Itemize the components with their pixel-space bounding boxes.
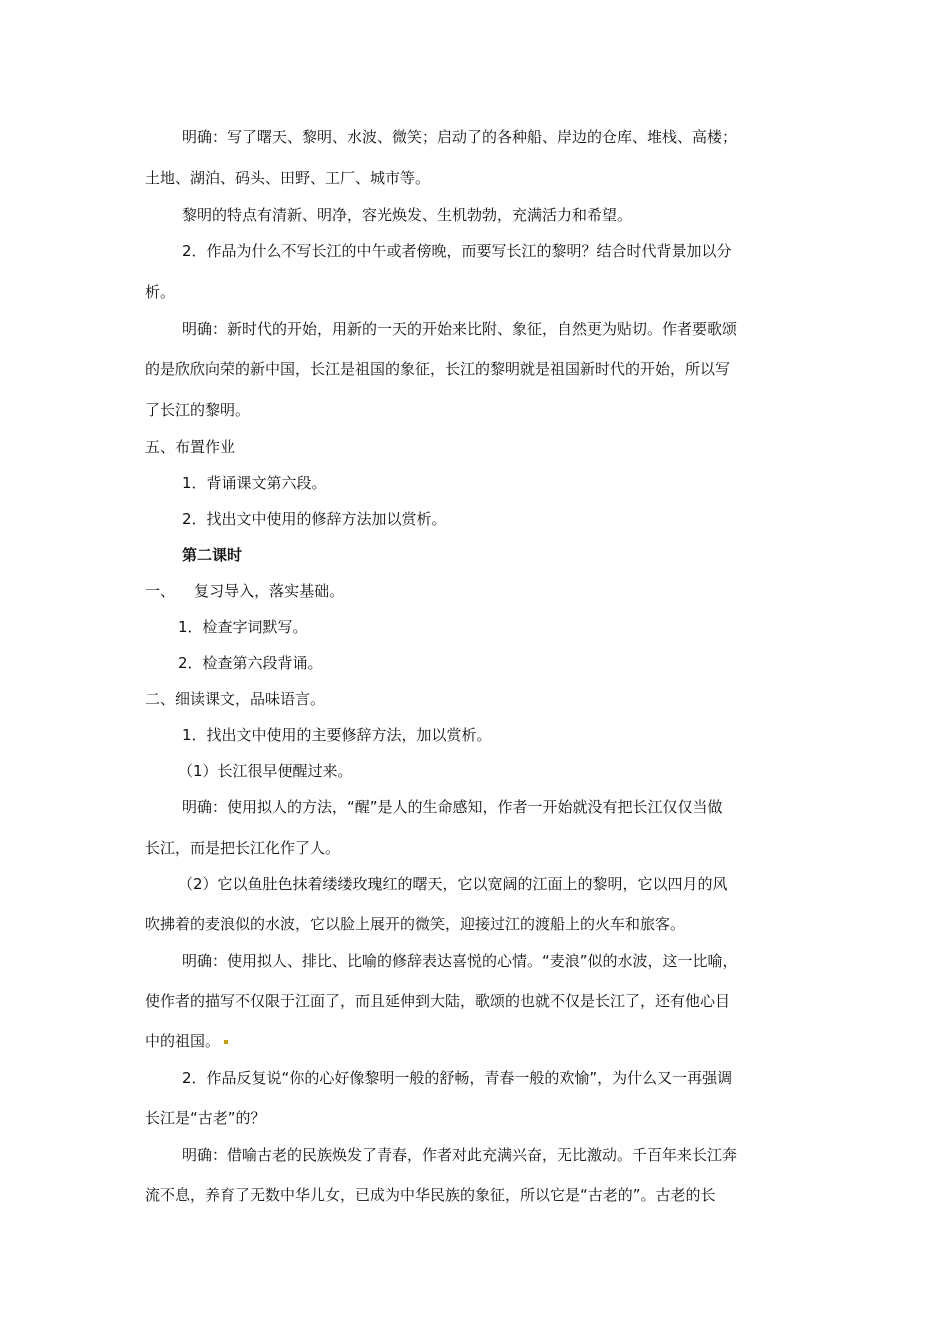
paragraph-line: 土地、湖泊、码头、田野、工厂、城市等。 (145, 169, 431, 187)
list-item: 2．找出文中使用的修辞方法加以赏析。 (182, 510, 447, 528)
lesson-title: 第二课时 (182, 546, 243, 564)
paragraph-line (145, 1031, 815, 1051)
section-heading: 二、细读课文，品味语言。 (145, 690, 326, 708)
paragraph-line: 吹拂着的麦浪似的水波，它以脸上展开的微笑，迎接过江的渡船上的火车和旅客。 (145, 915, 686, 933)
paragraph-line: （2）它以鱼肚色抹着缕缕玫瑰红的曙天，它以宽阔的江面上的黎明，它以四月的风 (178, 875, 728, 893)
paragraph-line: 长江，而是把长江化作了人。 (145, 839, 341, 857)
list-item: 1．检查字词默写。 (178, 618, 308, 636)
paragraph-line: 明确：借喻古老的民族焕发了青春，作者对此充满兴奋，无比激动。千百年来长江奔 (182, 1146, 738, 1164)
paragraph-line: 明确：新时代的开始，用新的一天的开始来比附、象征，自然更为贴切。作者要歌颂 (182, 320, 738, 338)
paragraph-line: 明确：使用拟人的方法，“醒”是人的生命感知，作者一开始就没有把长江仅仅当做 (182, 798, 723, 816)
list-item: 1．找出文中使用的主要修辞方法，加以赏析。 (182, 726, 492, 744)
paragraph-line: 明确：使用拟人、排比、比喻的修辞表达喜悦的心情。“麦浪”似的水波，这一比喻， (182, 952, 738, 970)
highlight-mark (224, 1040, 228, 1044)
paragraph-line: 黎明的特点有清新、明净，容光焕发、生机勃勃，充满活力和希望。 (182, 206, 633, 224)
paragraph-line: 长江是“古老”的？ (145, 1109, 266, 1127)
paragraph-line: 2．作品反复说“你的心好像黎明一般的舒畅，青春一般的欢愉”，为什么又一再强调 (182, 1069, 733, 1087)
list-item: 2．检查第六段背诵。 (178, 654, 323, 672)
paragraph-text: 中的祖国。 (145, 1032, 221, 1050)
section-heading: 一、 复习导入，落实基础。 (145, 582, 345, 600)
paragraph-line: 流不息，养育了无数中华儿女，已成为中华民族的象征，所以它是“古老的”。古老的长 (145, 1186, 716, 1204)
paragraph-line: 的是欣欣向荣的新中国，长江是祖国的象征，长江的黎明就是祖国新时代的开始，所以写 (145, 360, 731, 378)
paragraph-line: 使作者的描写不仅限于江面了，而且延伸到大陆，歌颂的也就不仅是长江了，还有他心目 (145, 992, 731, 1010)
paragraph-line: 2．作品为什么不写长江的中午或者傍晚，而要写长江的黎明？结合时代背景加以分 (182, 242, 732, 260)
list-item: 1．背诵课文第六段。 (182, 474, 327, 492)
list-item: （1）长江很早便醒过来。 (178, 762, 353, 780)
paragraph-line: 明确：写了曙天、黎明、水波、微笑；启动了的各种船、岸边的仓库、堆栈、高楼； (182, 128, 738, 146)
paragraph-line: 了长江的黎明。 (145, 401, 251, 419)
paragraph-line: 析。 (145, 283, 176, 301)
section-heading: 五、布置作业 (145, 438, 236, 456)
